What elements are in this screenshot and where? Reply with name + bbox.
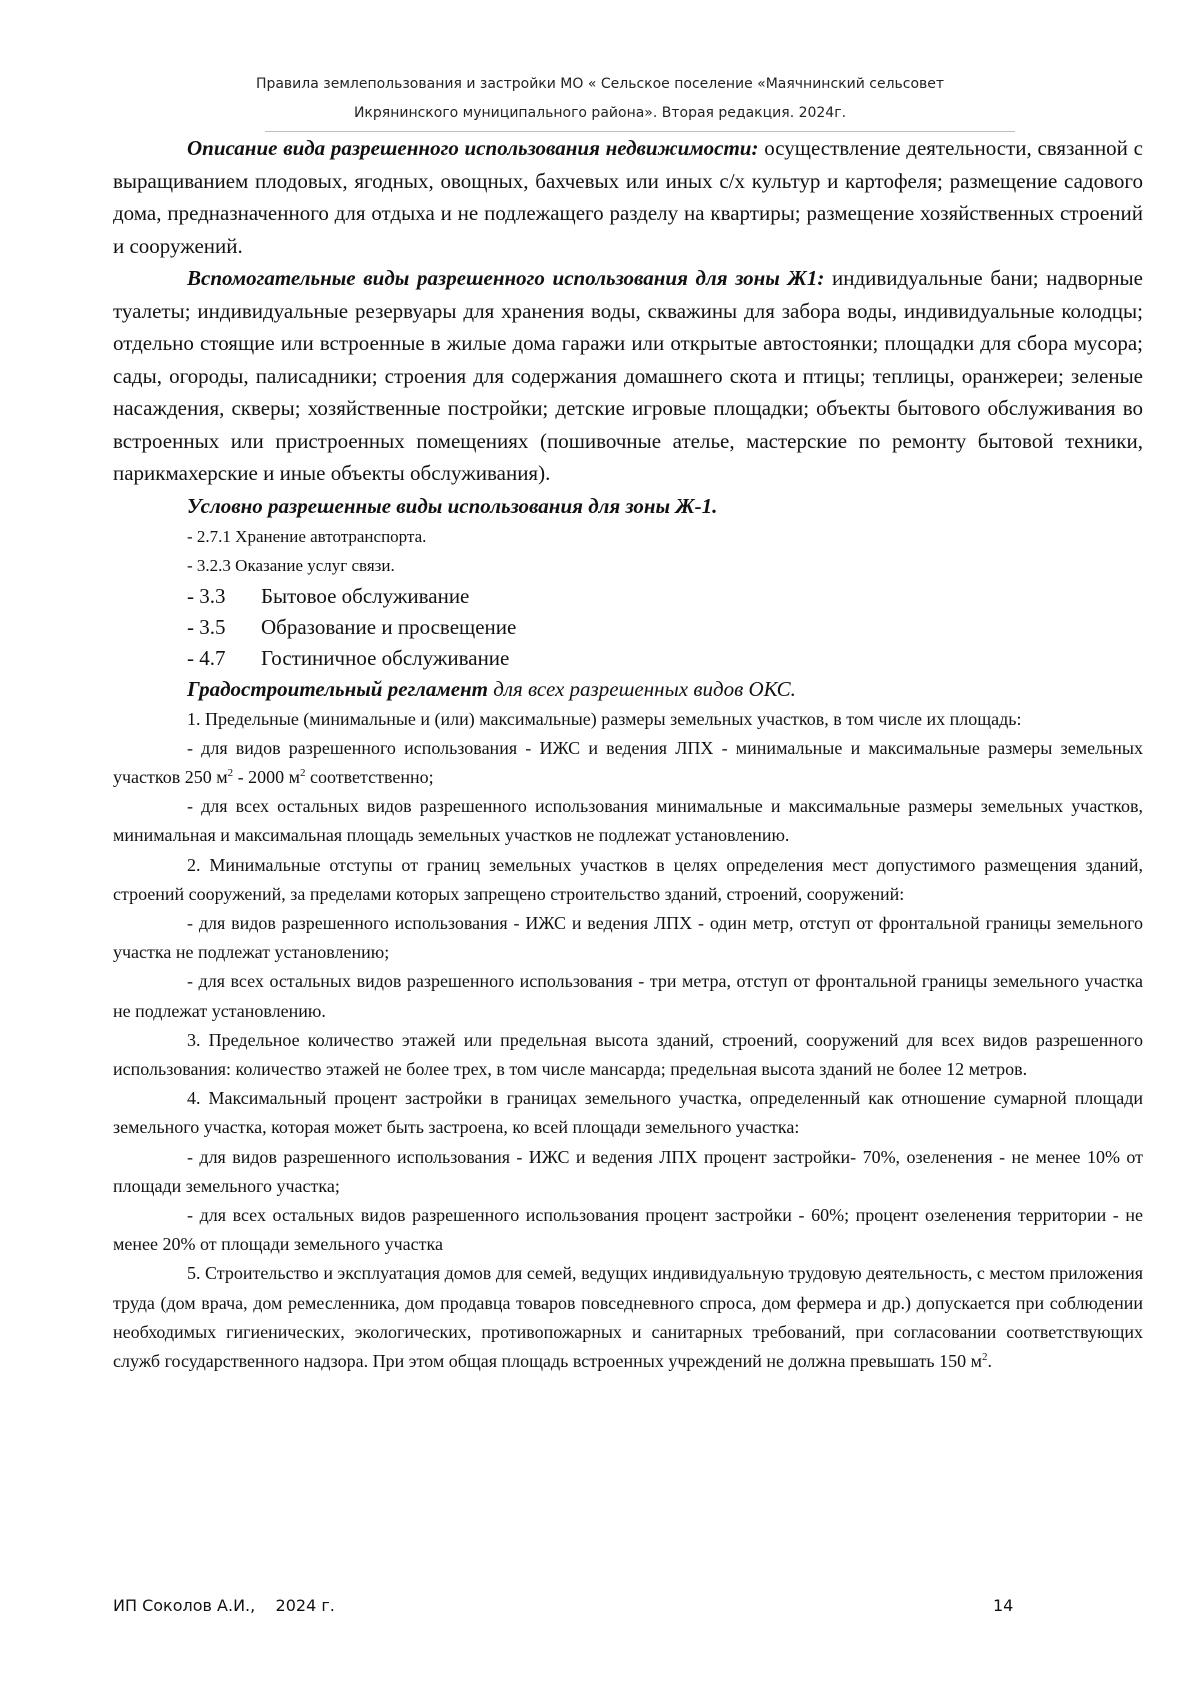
regulation-paragraph-4b: - для всех остальных видов разрешенного использования процент застройки - 60%; процент озеленения территории - не менее 20% от площади земельного участка: [113, 1204, 1143, 1255]
description-paragraph: [113, 132, 1143, 262]
conditional-list: [113, 522, 1143, 674]
document-body: [113, 132, 1143, 1376]
regulation-paragraph-2: 2. Минимальные отступы от границ земельных участков в целях определения мест допустимого размещения зданий, строений сооружений, за пределами которых запрещено строительство зданий, строений, сооружений:: [113, 854, 1143, 904]
regulation-paragraph-2b: - для всех остальных видов разрешенного использования - три метра, отступ от фронтальной границы земельного участка не подлежат установлению.: [113, 971, 1143, 1021]
description-heading: Описание вида разрешенного использования недвижимости:: [187, 136, 759, 160]
list-item: - 3.3 Бытовое обслуживание: [187, 583, 470, 608]
regulation-paragraph-4: 4. Максимальный процент застройки в границах земельного участка, определенный как отношение сумарной площади земельного участка, которая может быть застроена, ко всей площади земельного участка:: [113, 1088, 1143, 1138]
list-item: - 2.7.1 Хранение автотранспорта.: [187, 526, 427, 546]
auxiliary-heading: Вспомогательные виды разрешенного использования для зоны Ж1:: [187, 266, 825, 290]
list-item: - 4.7 Гостиничное обслуживание: [187, 645, 510, 670]
regulation-paragraph-5: 5. Строительство и эксплуатация домов для семей, ведущих индивидуальную трудовую деятельность, с местом приложения труда (дом врача, дом ремесленника, дом продавца товаров повседневного спроса, дом фермера и др.) допускается при соблюдении необходимых гигиенических, экологических, противопожарных и санитарных требований, при согласовании соответствующих служб государственного надзора. При этом общая площадь встроенных учреждений не должна превышать 150 $м^2$.: [113, 1263, 1143, 1371]
page-number: 14: [993, 1596, 1014, 1615]
regulation-paragraph-1a: - для видов разрешенного использования - ИЖС и ведения ЛПХ - минимальные и максимальные размеры земельных участков 250 $м^2 - 2000$ $м^2$ соответственно;: [113, 737, 1143, 787]
auxiliary-paragraph: [113, 262, 1143, 490]
footer-author: ИП Соколов А.И., 2024 г.: [113, 1596, 335, 1615]
header-line-1: Правила землепользования и застройки МО « Сельское поселение «Маячнинский сельсовет: [255, 76, 945, 92]
regulation-paragraph-4a: - для видов разрешенного использования - ИЖС и ведения ЛПХ процент застройки- 70%, озеленения - не менее 10% от площади земельного участка;: [113, 1146, 1143, 1196]
page-header: [150, 70, 1050, 128]
auxiliary-text: индивидуальные бани; надворные туалеты; индивидуальные резервуары для хранения воды, скважины для забора воды, индивидуальные колодцы; отдельно стоящие или встроенные в жилые дома гаражи или открытые автостоянки; площадки для сбора мусора; сады, огороды, палисадники; строения для содержания домашнего скота и птицы; теплицы, оранжереи; зеленые насаждения, скверы; хозяйственные постройки; детские игровые площадки; объекты бытового обслуживания во встроенных или пристроенных помещениях (пошивочные ателье, мастерские по ремонту бытовой техники, парикмахерские и иные объекты обслуживания).: [113, 266, 1143, 485]
regulation-heading: Градостроительный регламент для всех разрешенных видов ОКС.: [187, 676, 796, 701]
list-item: - 3.5 Образование и просвещение: [187, 614, 517, 639]
regulation-paragraph-3: 3. Предельное количество этажей или предельная высота зданий, строений, сооружений для всех видов разрешенного использования: количество этажей не более трех, в том числе мансарда; предельная высота зданий не более 12 метров.: [113, 1029, 1143, 1079]
regulation-paragraph-1: 1. Предельные (минимальные и (или) максимальные) размеры земельных участков, в том числе их площадь:: [187, 708, 1022, 729]
header-line-2: Икрянинского муниципального района». Вторая редакция. 2024г.: [353, 105, 847, 121]
conditional-heading: Условно разрешенные виды использования для зоны Ж-1.: [187, 493, 718, 518]
description-text: осуществление деятельности, связанной с выращиванием плодовых, ягодных, овощных, бахчевых или иных с/х культур и картофеля; размещение садового дома, предназначенного для отдыха и не подлежащего разделу на квартиры; размещение хозяйственных строений и сооружений.: [113, 136, 1143, 258]
regulation-paragraph-1b: - для всех остальных видов разрешенного использования минимальные и максимальные размеры земельных участков, минимальная и максимальная площадь земельных участков не подлежат установлению.: [113, 796, 1143, 846]
regulation-section: [113, 705, 1143, 1377]
regulation-paragraph-2a: - для видов разрешенного использования - ИЖС и ведения ЛПХ - один метр, отступ от фронтальной границы земельного участка не подлежат установлению;: [113, 912, 1143, 963]
list-item: - 3.2.3 Оказание услуг связи.: [187, 556, 395, 575]
